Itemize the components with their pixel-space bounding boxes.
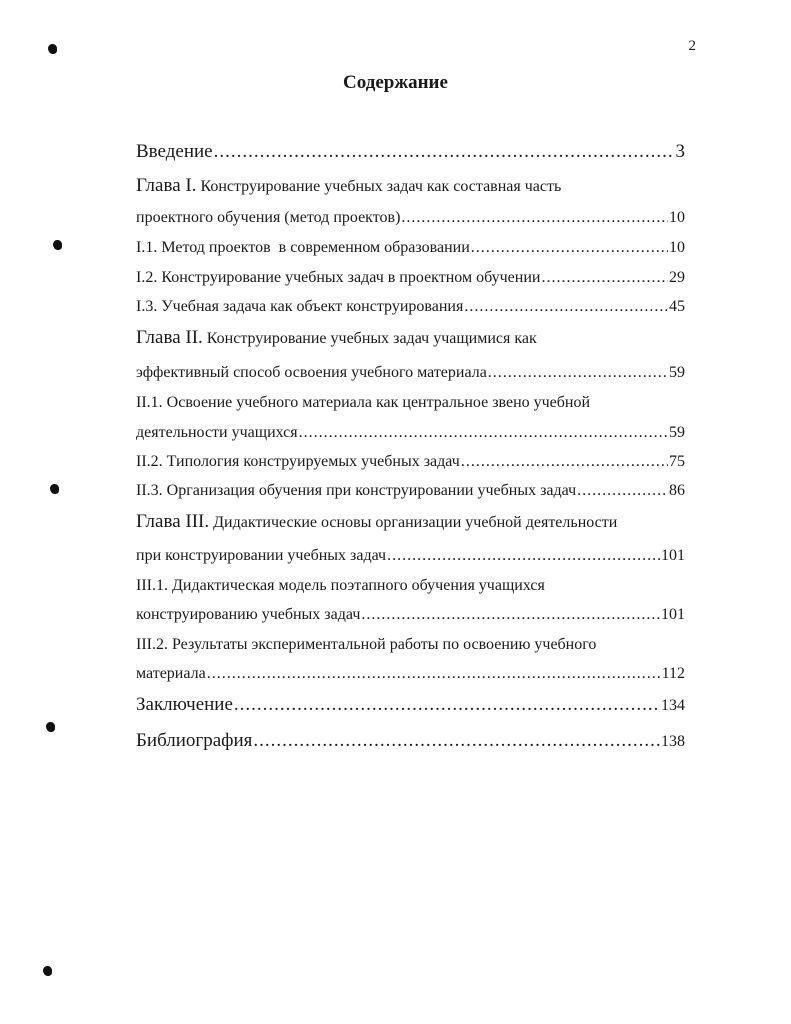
chapter-title: Конструирование учебных задач учащимися как (202, 330, 537, 347)
toc-entry-label: Библиография (136, 730, 253, 751)
toc-section-1-1 (136, 238, 685, 258)
toc-page-number: 138 (661, 733, 685, 750)
chapter-title: Конструирование учебных задач как составная часть (196, 178, 562, 195)
toc-entry-label: Введение (136, 141, 213, 162)
toc-entry-label: эффективный способ освоения учебного материала (136, 364, 487, 381)
toc-leader-dots (541, 268, 668, 288)
toc-chapter-3 (136, 546, 685, 566)
toc-page-number: 86 (669, 482, 685, 499)
page-number: 2 (688, 38, 696, 54)
toc-page-number: 29 (669, 269, 685, 286)
toc-chapter-2-line1 (136, 328, 685, 349)
chapter-title: Дидактические основы организации учебной деятельности (209, 514, 618, 531)
toc-section-1-2 (136, 268, 685, 288)
toc-page-number: 10 (669, 209, 685, 226)
toc-leader-dots (207, 664, 661, 684)
toc-leader-dots (299, 423, 668, 443)
scan-artifact-mark (53, 240, 62, 250)
toc-section-2-2 (136, 452, 685, 472)
toc-page-number: 112 (661, 665, 685, 682)
toc-leader-dots (577, 481, 668, 501)
toc-leader-dots (361, 605, 660, 625)
toc-page-number: 10 (669, 239, 685, 256)
toc-chapter-1-line1 (136, 176, 685, 197)
toc-entry-label: I.3. Учебная задача как объект конструирования (136, 298, 464, 315)
toc-leader-dots (464, 297, 668, 317)
toc-section-2-3 (136, 481, 685, 501)
toc-page-number: 45 (669, 298, 685, 315)
page-title: Содержание (343, 72, 448, 93)
toc-entry-label: материала (136, 665, 206, 682)
toc-entry-label: Заключение (136, 694, 233, 715)
toc-page-number: 75 (669, 453, 685, 470)
toc-page-number: 59 (669, 364, 685, 381)
toc-chapter-2 (136, 363, 685, 383)
toc-section-2-1 (136, 423, 685, 443)
toc-leader-dots (253, 731, 660, 751)
toc-page-number: 101 (661, 547, 685, 564)
toc-entry-label: I.1. Метод проектов в современном образовании (136, 239, 470, 256)
toc-leader-dots (387, 546, 660, 566)
toc-entry-label: деятельности учащихся (136, 424, 298, 441)
scan-artifact-mark (43, 966, 52, 976)
scan-artifact-mark (50, 484, 59, 494)
toc-section-3-2-line1: III.2. Результаты экспериментальной работы по освоению учебного (136, 636, 597, 653)
toc-page-number: 3 (675, 141, 685, 162)
toc-entry-label: проектного обучения (метод проектов) (136, 209, 401, 226)
toc-entry-label: I.2. Конструирование учебных задач в проектном обучении (136, 269, 541, 286)
toc-entry-label: при конструировании учебных задач (136, 547, 387, 564)
toc-leader-dots (234, 695, 660, 715)
toc-entry-label: II.2. Типология конструируемых учебных задач (136, 453, 460, 470)
toc-entry-conclusion (136, 695, 685, 716)
scan-artifact-mark (46, 722, 55, 732)
toc-leader-dots (214, 142, 675, 162)
toc-leader-dots (471, 238, 668, 258)
toc-section-3-2 (136, 664, 685, 684)
toc-section-1-3 (136, 297, 685, 317)
toc-page-number: 134 (661, 697, 685, 714)
toc-leader-dots (488, 363, 668, 383)
toc-section-3-1 (136, 605, 685, 625)
toc-leader-dots (401, 208, 668, 228)
toc-page-number: 59 (669, 424, 685, 441)
toc-chapter-1 (136, 208, 685, 228)
chapter-lead: Глава II. (136, 327, 203, 348)
toc-page-number: 101 (661, 606, 685, 623)
toc-entry-intro (136, 142, 685, 162)
toc-entry-bibliography (136, 731, 685, 752)
chapter-lead: Глава III. (136, 511, 210, 532)
toc-entry-label: конструированию учебных задач (136, 606, 361, 623)
toc-section-3-1-line1: III.1. Дидактическая модель поэтапного обучения учащихся (136, 577, 545, 594)
toc-entry-label: II.3. Организация обучения при конструировании учебных задач (136, 482, 577, 499)
toc-leader-dots (461, 452, 668, 472)
scan-artifact-mark (48, 44, 57, 54)
toc-section-2-1-line1: II.1. Освоение учебного материала как центральное звено учебной (136, 394, 591, 411)
chapter-lead: Глава I. (136, 175, 197, 196)
toc-chapter-3-line1 (136, 512, 685, 533)
